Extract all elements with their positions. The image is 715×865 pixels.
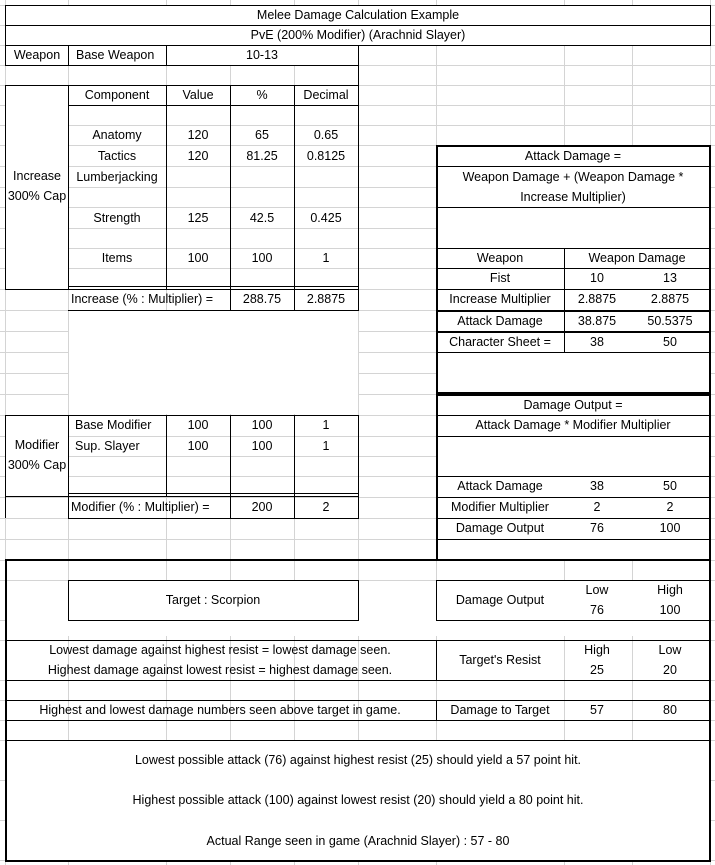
fist-label: Fist <box>489 271 511 285</box>
damage-to-target-label: Damage to Target <box>450 703 550 717</box>
damage-to-target-low: 57 <box>590 703 604 717</box>
sheet-title: Melee Damage Calculation Example <box>256 8 460 22</box>
increase-multiplier-label: Increase Multiplier <box>449 292 551 306</box>
strength-value: 125 <box>187 211 209 225</box>
summary-line-1: Lowest possible attack (76) against highest resist (25) should yield a 57 point hit. <box>134 753 582 767</box>
increase-total-multiplier: 2.8875 <box>306 292 346 306</box>
resist-low-value: 20 <box>663 663 677 677</box>
modifier-section-label-2: 300% Cap <box>7 458 67 472</box>
items-percent: 100 <box>251 251 273 265</box>
character-sheet-low: 38 <box>590 335 604 349</box>
fist-high: 13 <box>663 271 677 285</box>
output-title: Damage Output = <box>523 398 623 412</box>
target-high-header: High <box>657 583 683 597</box>
character-sheet-high: 50 <box>663 335 677 349</box>
header-component: Component <box>84 88 150 102</box>
damage-output-high: 100 <box>659 521 681 535</box>
attack-title: Attack Damage = <box>524 149 622 163</box>
resist-low-header: Low <box>658 643 682 657</box>
damage-to-target-high: 80 <box>663 703 677 717</box>
base-weapon-label: Base Weapon <box>76 48 155 62</box>
modifier-section-label-1: Modifier <box>14 438 60 452</box>
sheet-subtitle: PvE (200% Modifier) (Arachnid Slayer) <box>250 28 466 42</box>
target-low-header: Low <box>585 583 609 597</box>
target-output-low: 76 <box>590 603 604 617</box>
target-output-label: Damage Output <box>455 593 545 607</box>
modifier-multiplier-high: 2 <box>666 500 674 514</box>
output-attack-label: Attack Damage <box>457 479 543 493</box>
note-line-3: Highest and lowest damage numbers seen above target in game. <box>39 703 401 717</box>
modifier-total-label: Modifier (% : Multiplier) = <box>71 500 210 514</box>
component-base-modifier: Base Modifier <box>75 418 152 432</box>
note-line-2: Highest damage against lowest resist = highest damage seen. <box>47 663 393 677</box>
sup-slayer-decimal: 1 <box>322 439 330 453</box>
resist-high-header: High <box>584 643 610 657</box>
summary-line-3: Actual Range seen in game (Arachnid Slayer) : 57 - 80 <box>206 834 510 848</box>
component-items: Items <box>101 251 133 265</box>
component-lumberjacking: Lumberjacking <box>76 170 158 184</box>
fist-low: 10 <box>590 271 604 285</box>
component-tactics: Tactics <box>97 149 137 163</box>
component-strength: Strength <box>93 211 141 225</box>
attack-formula-1: Weapon Damage + (Weapon Damage * <box>462 170 684 184</box>
damage-output-label: Damage Output <box>455 521 545 535</box>
base-modifier-percent: 100 <box>251 418 273 432</box>
resist-high-value: 25 <box>590 663 604 677</box>
resist-label: Target's Resist <box>459 653 541 667</box>
base-weapon-value: 10-13 <box>246 48 278 62</box>
anatomy-decimal: 0.65 <box>313 128 339 142</box>
attack-damage-low: 38.875 <box>577 314 617 328</box>
character-sheet-label: Character Sheet = <box>449 335 551 349</box>
anatomy-percent: 65 <box>255 128 269 142</box>
modifier-total-percent: 200 <box>251 500 273 514</box>
tactics-value: 120 <box>187 149 209 163</box>
output-formula: Attack Damage * Modifier Multiplier <box>475 418 671 432</box>
anatomy-value: 120 <box>187 128 209 142</box>
items-value: 100 <box>187 251 209 265</box>
base-modifier-value: 100 <box>187 418 209 432</box>
modifier-multiplier-label: Modifier Multiplier <box>451 500 549 514</box>
sup-slayer-value: 100 <box>187 439 209 453</box>
increase-section-label-1: Increase <box>13 169 61 183</box>
header-percent: % <box>256 88 268 102</box>
base-modifier-decimal: 1 <box>322 418 330 432</box>
attack-damage-label: Attack Damage <box>457 314 543 328</box>
output-attack-high: 50 <box>663 479 677 493</box>
component-sup-slayer: Sup. Slayer <box>75 439 140 453</box>
strength-decimal: 0.425 <box>310 211 342 225</box>
attack-col-weapon-damage: Weapon Damage <box>588 251 686 265</box>
modifier-multiplier-low: 2 <box>593 500 601 514</box>
attack-formula-2: Increase Multiplier) <box>520 190 626 204</box>
target-output-high: 100 <box>659 603 681 617</box>
output-attack-low: 38 <box>590 479 604 493</box>
increase-total-label: Increase (% : Multiplier) = <box>71 292 214 306</box>
sup-slayer-percent: 100 <box>251 439 273 453</box>
increase-total-percent: 288.75 <box>242 292 282 306</box>
header-decimal: Decimal <box>303 88 349 102</box>
summary-line-2: Highest possible attack (100) against lowest resist (20) should yield a 80 point hit. <box>132 793 584 807</box>
increase-multiplier-high: 2.8875 <box>650 292 690 306</box>
increase-multiplier-low: 2.8875 <box>577 292 617 306</box>
component-anatomy: Anatomy <box>92 128 142 142</box>
modifier-total-multiplier: 2 <box>322 500 330 514</box>
increase-section-label-2: 300% Cap <box>7 189 67 203</box>
note-line-1: Lowest damage against highest resist = lowest damage seen. <box>49 643 391 657</box>
attack-col-weapon: Weapon <box>476 251 524 265</box>
target-label: Target : Scorpion <box>165 593 261 607</box>
damage-output-low: 76 <box>590 521 604 535</box>
strength-percent: 42.5 <box>249 211 275 225</box>
weapon-label: Weapon <box>13 48 61 62</box>
items-decimal: 1 <box>322 251 330 265</box>
tactics-percent: 81.25 <box>246 149 278 163</box>
tactics-decimal: 0.8125 <box>306 149 346 163</box>
header-value: Value <box>182 88 214 102</box>
attack-damage-high: 50.5375 <box>647 314 693 328</box>
